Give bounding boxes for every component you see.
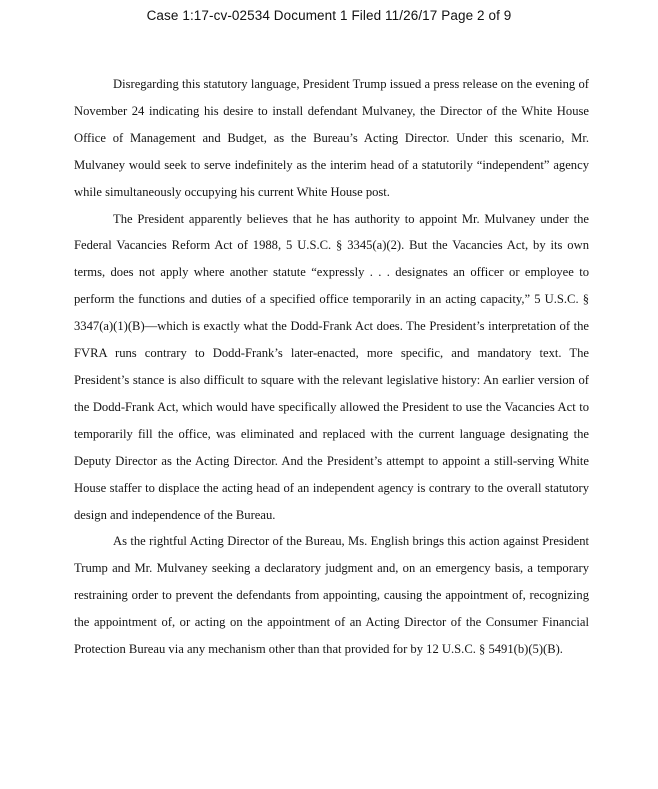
document-body xyxy=(74,71,589,663)
paragraph-disregarding: Disregarding this statutory language, President Trump issued a press release on the evening of November 24 indicating his desire to install defendant Mulvaney, the Director of the White House Office of Management and Budget, as the Bureau’s Acting Director. Under this scenario, Mr. Mulvaney would seek to serve indefinitely as the interim head of a statutorily “independent” agency while simultaneously occupying his current White House post. xyxy=(74,77,589,199)
paragraph-president-authority: The President apparently believes that he has authority to appoint Mr. Mulvaney under the Federal Vacancies Reform Act of 1988, 5 U.S.C. § 3345(a)(2). But the Vacancies Act, by its own terms, does not apply where another statute “expressly . . . designates an officer or employee to perform the functions and duties of a specified office temporarily in an acting capacity,” 5 U.S.C. § 3347(a)(1)(B)—which is exactly what the Dodd-Frank Act does. The President’s interpretation of the FVRA runs contrary to Dodd-Frank’s later-enacted, more specific, and mandatory text. The President’s stance is also difficult to square with the relevant legislative history: An earlier version of the Dodd-Frank Act, which would have specifically allowed the President to use the Vacancies Act to temporarily fill the office, was eliminated and replaced with the current language designating the Deputy Director as the Acting Director. And the President’s attempt to appoint a still-serving White House staffer to displace the acting head of an independent agency is contrary to the overall statutory design and independence of the Bureau. xyxy=(74,211,589,522)
paragraph-rightful-acting-director: As the rightful Acting Director of the Bureau, Ms. English brings this action against President Trump and Mr. Mulvaney seeking a declaratory judgment and, on an emergency basis, a temporary restraining order to prevent the defendants from appointing, causing the appointment of, recognizing the appointment of, or acting on the appointment of an Acting Director of the Consumer Financial Protection Bureau via any mechanism other than that provided for by 12 U.S.C. § 5491(b)(5)(B). xyxy=(74,534,589,657)
case-header: Case 1:17-cv-02534 Document 1 Filed 11/26/17 Page 2 of 9 xyxy=(146,8,512,23)
